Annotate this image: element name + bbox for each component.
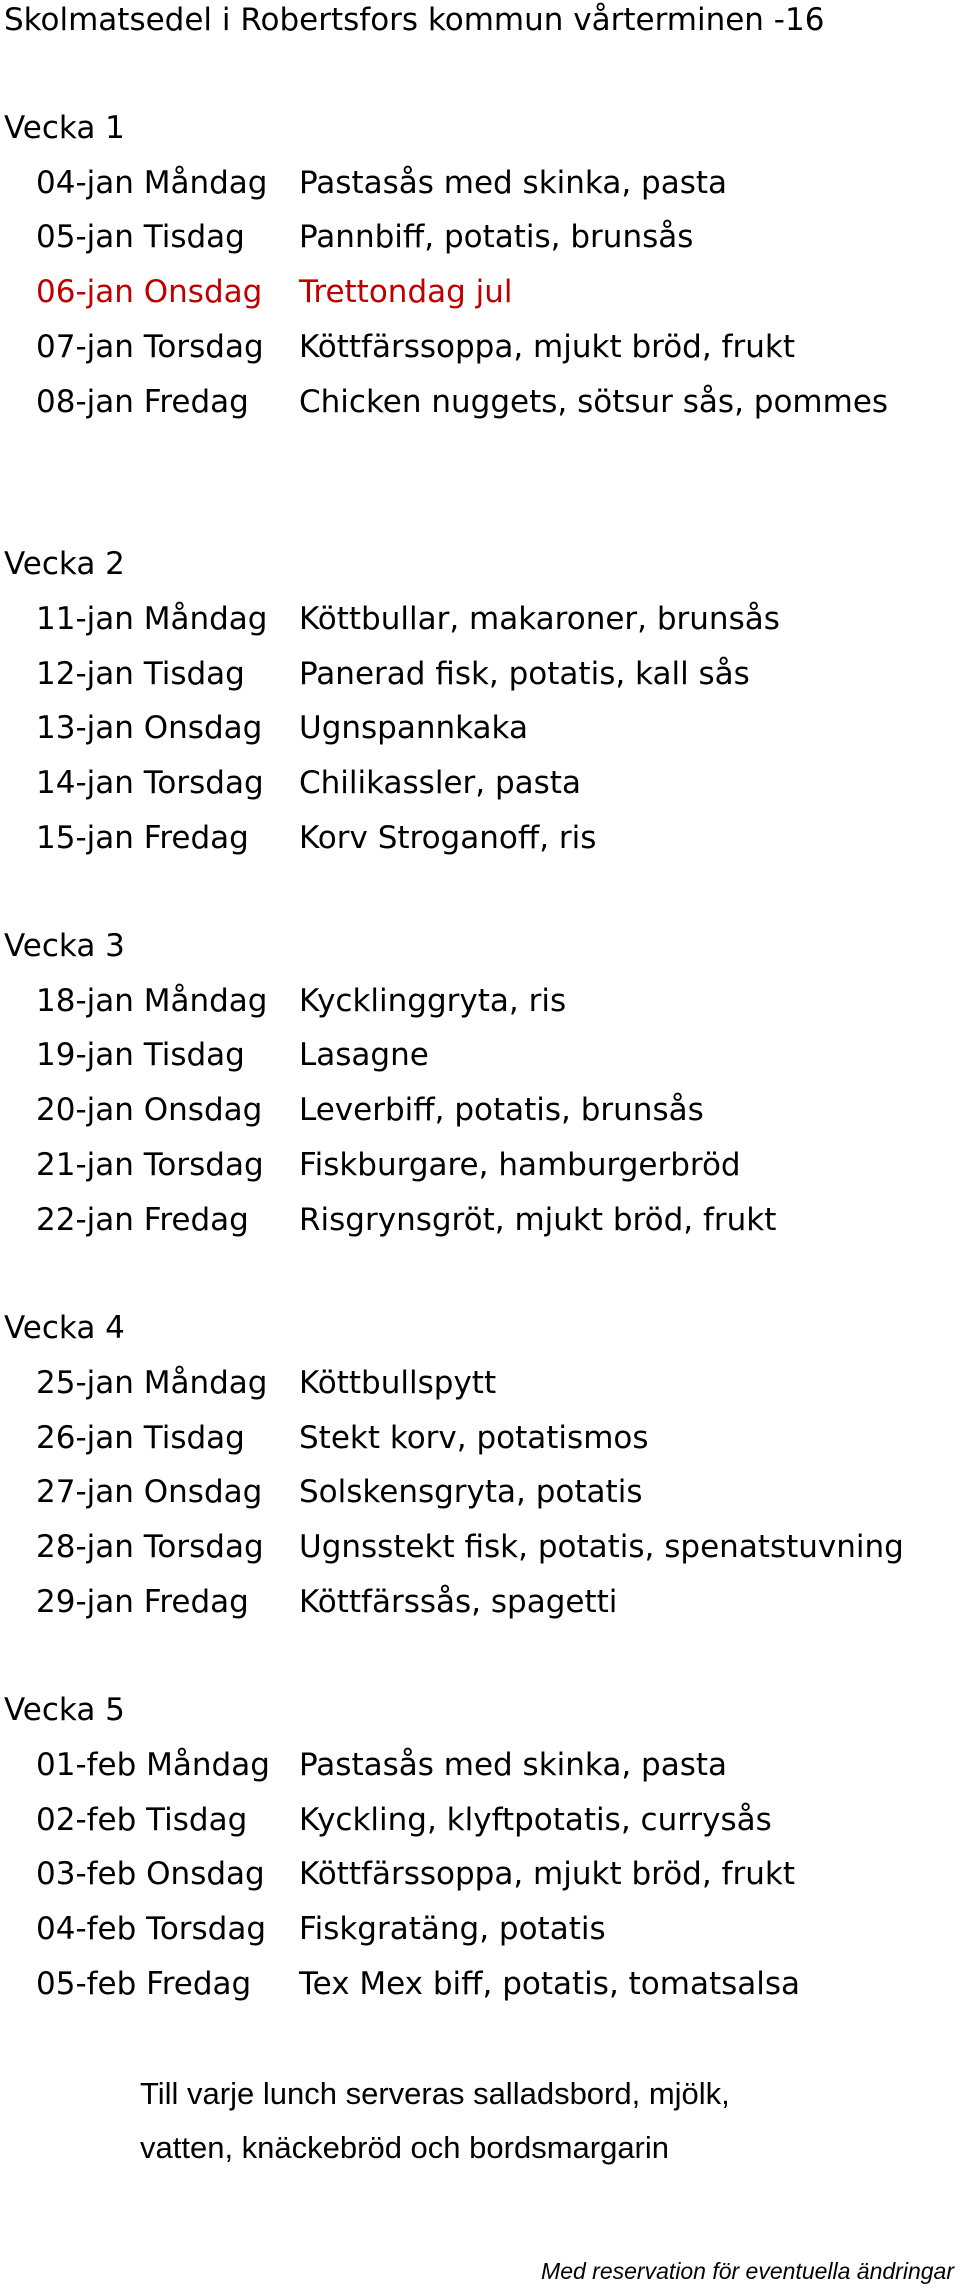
menu-row [0,217,960,257]
menu-row [0,818,960,858]
week-label: Vecka 4 [4,1310,125,1346]
menu-row [0,1582,960,1622]
menu-date: 12-jan Tisdag [36,656,245,692]
menu-dish: Köttbullar, makaroner, brunsås [299,601,780,637]
menu-row [0,1909,960,1949]
menu-row [0,1363,960,1403]
footer-disclaimer: Med reservation för eventuella ändringar [541,2258,954,2284]
menu-row [0,1200,960,1240]
menu-date: 14-jan Torsdag [36,765,264,801]
menu-date: 29-jan Fredag [36,1584,249,1620]
page-title: Skolmatsedel i Robertsfors kommun vårterminen -16 [4,2,825,38]
menu-dish: Kyckling, klyftpotatis, currysås [299,1802,772,1838]
menu-row [0,1035,960,1075]
menu-row [0,163,960,203]
menu-dish: Ugnsstekt fisk, potatis, spenatstuvning [299,1529,904,1565]
menu-dish: Ugnspannkaka [299,710,528,746]
menu-date: 26-jan Tisdag [36,1420,245,1456]
menu-dish: Solskensgryta, potatis [299,1474,643,1510]
week-label: Vecka 2 [4,546,125,582]
menu-dish: Trettondag jul [299,274,513,310]
menu-date: 25-jan Måndag [36,1365,268,1401]
menu-row [0,981,960,1021]
menu-date: 15-jan Fredag [36,820,249,856]
menu-dish: Fiskgratäng, potatis [299,1911,606,1947]
menu-dish: Chilikassler, pasta [299,765,581,801]
menu-date: 18-jan Måndag [36,983,268,1019]
menu-date: 05-jan Tisdag [36,219,245,255]
menu-row [0,382,960,422]
menu-row [0,1090,960,1130]
menu-row [0,1527,960,1567]
menu-row [0,1145,960,1185]
menu-date: 11-jan Måndag [36,601,268,637]
menu-date: 03-feb Onsdag [36,1856,265,1892]
menu-row [0,1472,960,1512]
menu-dish: Köttfärssoppa, mjukt bröd, frukt [299,329,795,365]
menu-row [0,1964,960,2004]
menu-row [0,1800,960,1840]
menu-row [0,1854,960,1894]
menu-dish: Köttfärssoppa, mjukt bröd, frukt [299,1856,795,1892]
menu-dish: Köttbullspytt [299,1365,497,1401]
menu-date: 02-feb Tisdag [36,1802,248,1838]
menu-dish: Tex Mex biff, potatis, tomatsalsa [299,1966,801,2002]
menu-date: 07-jan Torsdag [36,329,264,365]
menu-row [0,1418,960,1458]
menu-dish: Kycklinggryta, ris [299,983,567,1019]
menu-row [0,1745,960,1785]
menu-dish: Korv Stroganoff, ris [299,820,597,856]
menu-row-holiday [0,272,960,312]
menu-dish: Pannbiff, potatis, brunsås [299,219,694,255]
menu-date: 22-jan Fredag [36,1202,249,1238]
week-label: Vecka 3 [4,928,125,964]
menu-dish: Panerad fisk, potatis, kall sås [299,656,750,692]
menu-dish: Chicken nuggets, sötsur sås, pommes [299,384,889,420]
menu-date: 13-jan Onsdag [36,710,263,746]
menu-dish: Fiskburgare, hamburgerbröd [299,1147,741,1183]
menu-date: 21-jan Torsdag [36,1147,264,1183]
menu-date: 27-jan Onsdag [36,1474,263,1510]
menu-date: 28-jan Torsdag [36,1529,264,1565]
menu-row [0,599,960,639]
menu-date: 04-jan Måndag [36,165,268,201]
menu-date: 08-jan Fredag [36,384,249,420]
menu-dish: Leverbiff, potatis, brunsås [299,1092,704,1128]
menu-dish: Lasagne [299,1037,429,1073]
menu-row [0,327,960,367]
lunch-note-line: vatten, knäckebröd och bordsmargarin [140,2130,670,2165]
menu-row [0,763,960,803]
week-label: Vecka 5 [4,1692,125,1728]
menu-dish: Pastasås med skinka, pasta [299,165,728,201]
menu-dish: Risgrynsgröt, mjukt bröd, frukt [299,1202,777,1238]
menu-row [0,654,960,694]
menu-date: 01-feb Måndag [36,1747,270,1783]
week-label: Vecka 1 [4,110,125,146]
menu-date: 05-feb Fredag [36,1966,252,2002]
menu-date: 20-jan Onsdag [36,1092,263,1128]
menu-row [0,708,960,748]
menu-dish: Köttfärssås, spagetti [299,1584,618,1620]
lunch-note-line: Till varje lunch serveras salladsbord, mjölk, [140,2076,730,2111]
menu-dish: Stekt korv, potatismos [299,1420,649,1456]
menu-dish: Pastasås med skinka, pasta [299,1747,728,1783]
menu-date: 04-feb Torsdag [36,1911,267,1947]
menu-date: 19-jan Tisdag [36,1037,245,1073]
menu-date: 06-jan Onsdag [36,274,263,310]
